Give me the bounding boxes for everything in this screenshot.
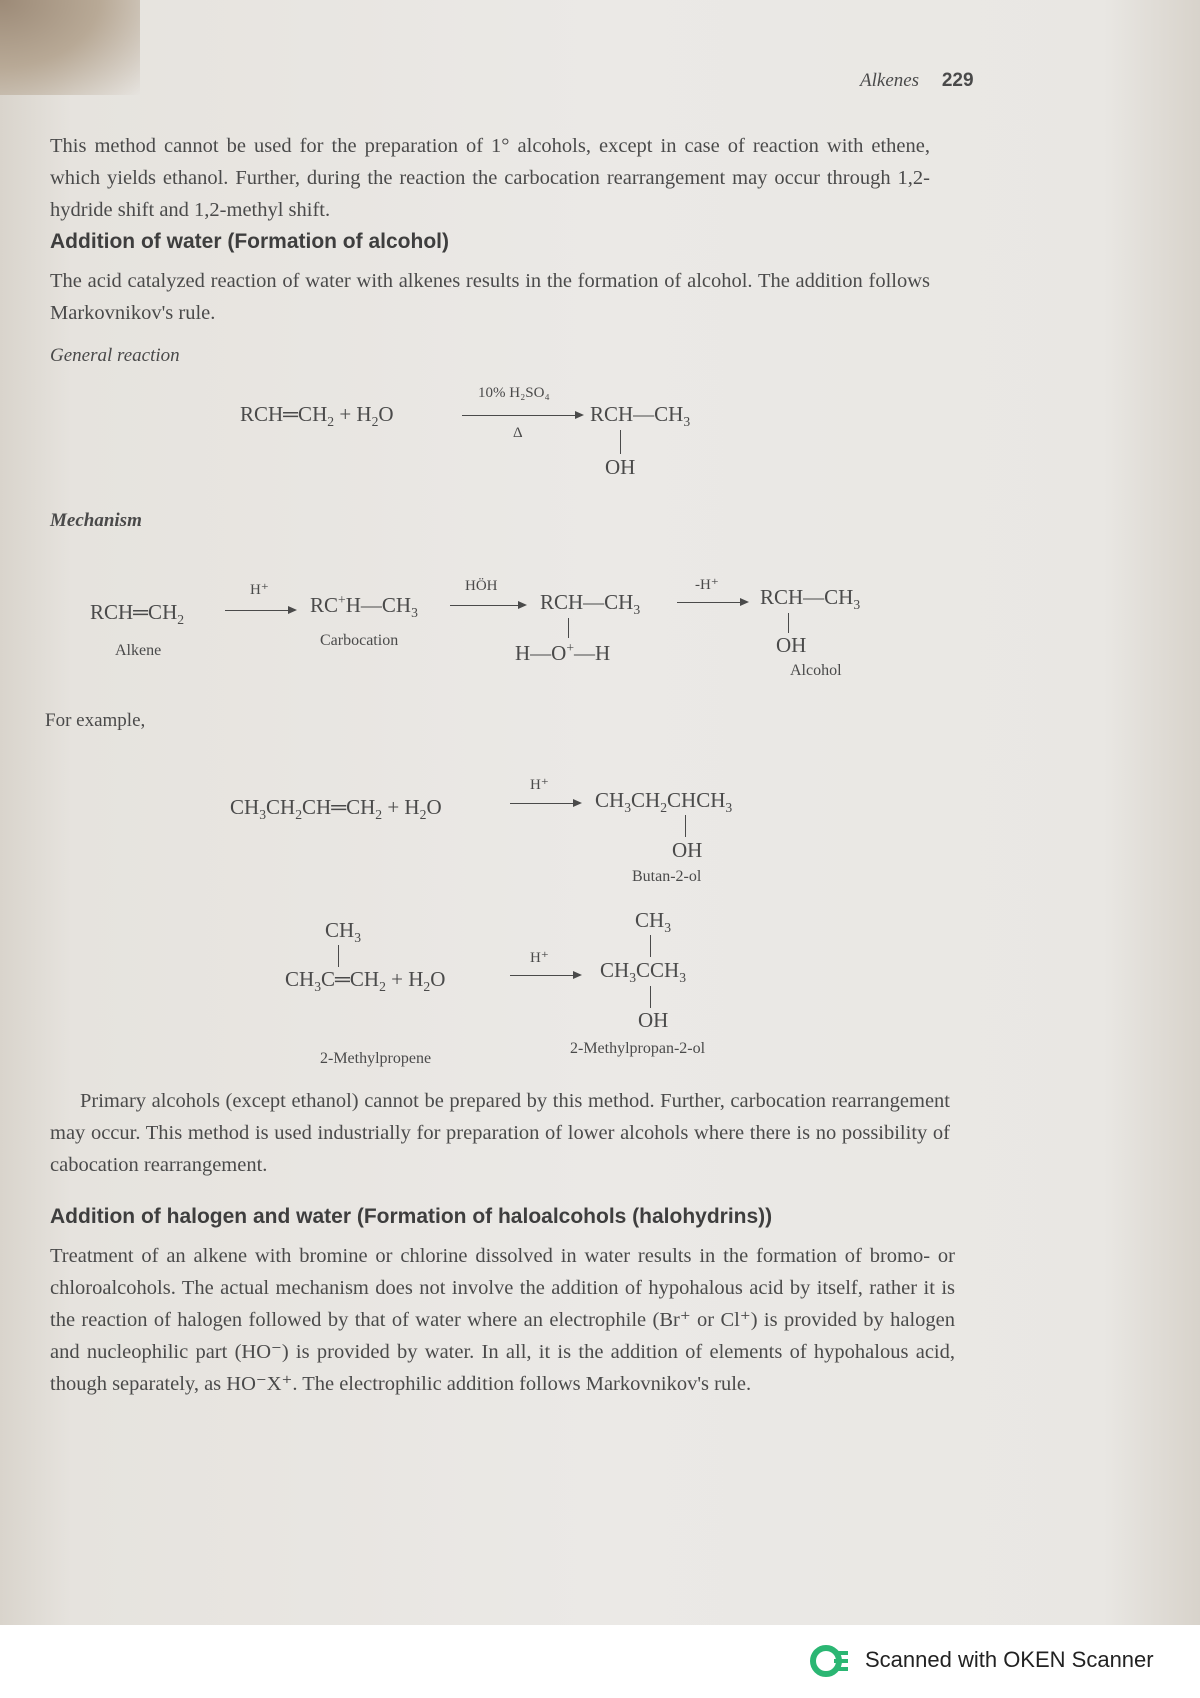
closing-paragraph: Primary alcohols (except ethanol) cannot be prepared by this method. Further, carbocation rearrangement may occur. This method is used industrially for preparation of lower alcohols where there is no possibility of cabocation rearrangement. xyxy=(50,1090,950,1176)
mech-oxonium-oh2: H—O+—H xyxy=(515,640,611,665)
example2-arrow xyxy=(510,975,580,976)
example2-reactant-bond xyxy=(338,945,339,967)
mechanism-label: Mechanism xyxy=(50,510,142,531)
section2-heading: Addition of halogen and water (Formation of haloalcohols (halohydrins)) xyxy=(50,1205,773,1228)
example2-reagent: H⁺ xyxy=(530,950,549,966)
example1-reactants: $CH_3CH_2CH═CH_2 + H_2O$ xyxy=(230,795,442,823)
mech-alcohol-oh: OH xyxy=(776,633,807,657)
example2-product-oh: OH xyxy=(638,1008,669,1032)
oken-scanner-logo-icon xyxy=(810,1643,854,1679)
book-page xyxy=(40,30,1165,1625)
general-product: $RCH—CH_3$ xyxy=(590,402,691,430)
mech-alcohol-bond xyxy=(788,613,789,633)
mech-oxonium: $RCH—CH_3$ xyxy=(540,590,641,618)
general-product-oh: OH xyxy=(605,455,636,479)
mech-step2-reagent: HÖH xyxy=(465,578,498,594)
page-number: 229 xyxy=(941,70,974,91)
example1-product-name: Butan-2-ol xyxy=(632,868,702,885)
mech-alcohol: $RCH—CH_3$ xyxy=(760,585,861,613)
running-header xyxy=(860,70,974,92)
scanner-footer xyxy=(0,1625,1200,1698)
general-reactants: $RCH═CH_2 + H_2O$ xyxy=(240,402,394,430)
example2-product-bond-bottom xyxy=(650,986,651,1008)
example2-product: $CH_3CCH_3$ xyxy=(600,958,687,986)
general-arrow xyxy=(462,415,582,416)
general-reagent-top: 10% H₂SO₄ xyxy=(478,385,550,401)
general-product-bond xyxy=(620,430,621,454)
mech-arrow-2 xyxy=(450,605,525,606)
general-reagent-bottom: Δ xyxy=(513,425,523,441)
example2-reactant-methyl: $CH_3$ xyxy=(325,918,362,946)
intro-paragraph: This method cannot be used for the preparation of 1° alcohols, except in case of reaction with ethene, which yields ethanol. Further, during the reaction the carbocation rearrangement may occur through 1,2-hydride shift and 1,2-methyl shift. xyxy=(50,135,930,221)
header-title: Alkenes xyxy=(860,70,920,91)
mech-step1-reagent: H⁺ xyxy=(250,582,269,598)
example1-product-bond xyxy=(685,815,686,837)
mech-carbocation: $RC^+H—CH_3$ xyxy=(310,592,418,621)
example2-reactant-name: 2-Methylpropene xyxy=(320,1050,432,1067)
example-label: For example, xyxy=(45,710,146,731)
mech-arrow-3 xyxy=(677,602,747,603)
example1-product: $CH_3CH_2CHCH_3$ xyxy=(595,788,733,816)
example1-product-oh: OH xyxy=(672,838,703,862)
mech-alkene: $RCH═CH_2$ xyxy=(90,600,185,628)
mech-alkene-caption: Alkene xyxy=(115,642,162,659)
example2-reactants: $CH_3C═CH_2 + H_2O$ xyxy=(285,967,446,995)
section2-body: Treatment of an alkene with bromine or chlorine dissolved in water results in the formation of bromo- or chloroalcohols. The actual mechanism does not involve the addition of hypohalous acid by itself, rather it is the reaction of halogen followed by that of water where an electrophile (Br⁺ or Cl⁺) is provided by halogen and nucleophilic part (HO⁻) is provided by water. In all, it is the addition of elements of hypohalous acid, though separately, as HO⁻X⁺. The electrophilic addition follows Markovnikov's rule. xyxy=(50,1245,955,1395)
section1-body: The acid catalyzed reaction of water with alkenes results in the formation of alcohol. The addition follows Markovnikov's rule. xyxy=(50,270,930,324)
general-reaction-label: General reaction xyxy=(50,345,180,366)
mech-oxonium-bond xyxy=(568,618,569,638)
section1-heading: Addition of water (Formation of alcohol) xyxy=(50,230,449,253)
mech-carbocation-caption: Carbocation xyxy=(320,632,399,649)
mech-alcohol-caption: Alcohol xyxy=(790,662,842,679)
example2-product-name: 2-Methylpropan-2-ol xyxy=(570,1040,706,1057)
example1-arrow xyxy=(510,803,580,804)
example2-product-bond-top xyxy=(650,935,651,957)
mech-arrow-1 xyxy=(225,610,295,611)
scanner-watermark-text: Scanned with OKEN Scanner xyxy=(865,1647,1154,1672)
example2-product-methyl: $CH_3$ xyxy=(635,908,672,936)
example1-reagent: H⁺ xyxy=(530,777,549,793)
mech-step3-reagent: -H⁺ xyxy=(695,577,719,593)
